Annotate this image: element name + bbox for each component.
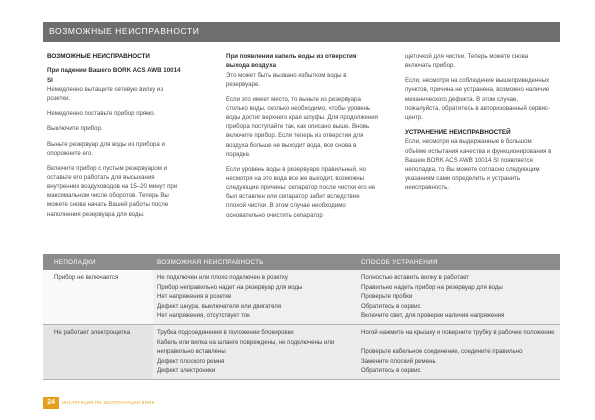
column-header-cause: ВОЗМОЖНАЯ НЕИСПРАВНОСТЬ bbox=[157, 258, 264, 266]
column-header-fix: СПОСОБ УСТРАНЕНИЯ bbox=[361, 258, 438, 266]
paragraph: Включите прибор с пустым резервуаром и оставьте его работать для высыхания внутренних воздуховодов на 15–20 минут при максимальном числе оборотов. Теперь Вы можете снова начать Вашей работы после наполнения резервуара для воды. bbox=[47, 164, 178, 218]
paragraph: Немедленно вытащите сетевую вилку из розетки. bbox=[47, 86, 164, 103]
fix-text: Полностью вставить вилку в работает bbox=[361, 274, 470, 281]
fix-cell bbox=[353, 270, 560, 324]
paragraph: Немедленно поставьте прибор прямо. bbox=[47, 110, 156, 118]
cause-text: Не подключен или плохо подключен в розетку bbox=[157, 274, 288, 281]
cause-text: Трубка подсоединения в положении блокировки bbox=[157, 328, 294, 336]
cause-text: Прибор неправильно надет на резервуар для воды bbox=[157, 283, 303, 291]
problem-text: Прибор не включается bbox=[54, 274, 119, 281]
cause-text: Дефект шнура, выключателя или двигателя bbox=[157, 302, 282, 310]
cause-text: Нет напряжения в розетке bbox=[157, 293, 232, 301]
cause-text: Дефект электроники bbox=[157, 367, 216, 375]
fix-text: Замените плоский ремень bbox=[361, 357, 436, 365]
cause-text: Кабель или вилка на шланге повреждены, не подключены или неправильно вставлены bbox=[157, 338, 335, 355]
paragraph: Если уровень воды в резервуаре правильный, но несмотря на это вода все же выходит, возможны следующие причины: сепаратор после чистки его не был вставлен или сепаратор забит вследствие плохой чистки. В этом случае необходимо основательно очистить сепаратор bbox=[226, 165, 376, 219]
paragraph: Выключите прибор. bbox=[47, 125, 103, 133]
troubleshooting-table bbox=[43, 254, 560, 380]
paragraph: Если, несмотря на соблюдение вышеприведенных пунктов, причина не устранена, возможно наличие механического дефекта. В этом случае, пожалуйста, обратитесь в авторизованный сервис-центр. bbox=[405, 77, 551, 121]
fix-text: Обратитесь в сервис bbox=[361, 302, 421, 310]
paragraph: Если, несмотря на выдержанные в большом объёме испытания качества и функционирования в Вашем BORK ACS AWB 10014 SI появляется неполадка, то Вы можете согласно следующим указаниям сами определить и устранить неисправность. bbox=[405, 138, 552, 192]
problem-cell bbox=[43, 270, 153, 324]
text-column-2 bbox=[226, 52, 378, 226]
table-row bbox=[43, 325, 560, 380]
paragraph: Это может быть вызвано избытком воды в резервуаре. bbox=[226, 71, 347, 88]
section-title: ВОЗМОЖНЫЕ НЕИСПРАВНОСТИ bbox=[49, 26, 200, 36]
fix-text: Проверьте кабельное соединение, соедините правильно bbox=[361, 348, 523, 356]
column-heading: УСТРАНЕНИЕ НЕИСПРАВНОСТЕЙ bbox=[405, 128, 511, 136]
problem-text: Не работает электрощетка bbox=[54, 328, 131, 336]
page-number: 24 bbox=[43, 397, 59, 409]
paragraph: Выньте резервуар для воды из прибора и опорожните его. bbox=[47, 140, 165, 157]
fix-text: Проверьте пробки bbox=[361, 293, 413, 301]
fix-text: Включите свет, для проверки наличия напряжения bbox=[361, 312, 505, 320]
paragraph: Если это имеет место, то выньте из резервуара столько воды, сколько необходимо, чтобы уровень воды достиг верхнего края шпуфы. Для продолжения прибора поступайте так, как описано выше. Вновь включите прибор. Если теперь из отверстия для воздуха больше не выходит вода, все снова в порядке. bbox=[226, 95, 378, 158]
footer-text: ИНСТРУКЦИЯ ПО ЭКСПЛУАТАЦИИ BORK bbox=[62, 400, 155, 405]
column-subheading: При падении Вашего BORK ACS AWB 10014 SI bbox=[47, 67, 181, 84]
fix-text: Обратитесь в сервис bbox=[361, 367, 421, 375]
cause-cell bbox=[153, 325, 353, 379]
column-header-problem: НЕПОЛАДКИ bbox=[54, 258, 96, 266]
table-header bbox=[43, 254, 560, 270]
column-heading: ВОЗМОЖНЫЕ НЕИСПРАВНОСТИ bbox=[47, 53, 150, 60]
problem-cell bbox=[43, 325, 153, 379]
section-header-bar bbox=[43, 22, 560, 42]
cause-text: Дефект плоского ремня bbox=[157, 357, 225, 365]
column-subheading: При появлении капель воды из отверстия выхода воздуха bbox=[226, 53, 357, 70]
cause-text: Нет напряжения, отсутствует ток bbox=[157, 312, 250, 320]
fix-cell bbox=[353, 325, 560, 379]
text-column-1 bbox=[47, 52, 187, 225]
cause-cell bbox=[153, 270, 353, 324]
paragraph: щеточкой для чистки. Теперь можете снова включать прибор. bbox=[405, 53, 529, 70]
fix-text: Правильно надеть прибор на резервуар для воды bbox=[361, 283, 503, 291]
table-row bbox=[43, 270, 560, 325]
fix-text: Ногой нажмите на крышку и поверните трубку в рабочее положение bbox=[361, 328, 555, 336]
text-column-3 bbox=[405, 52, 553, 198]
